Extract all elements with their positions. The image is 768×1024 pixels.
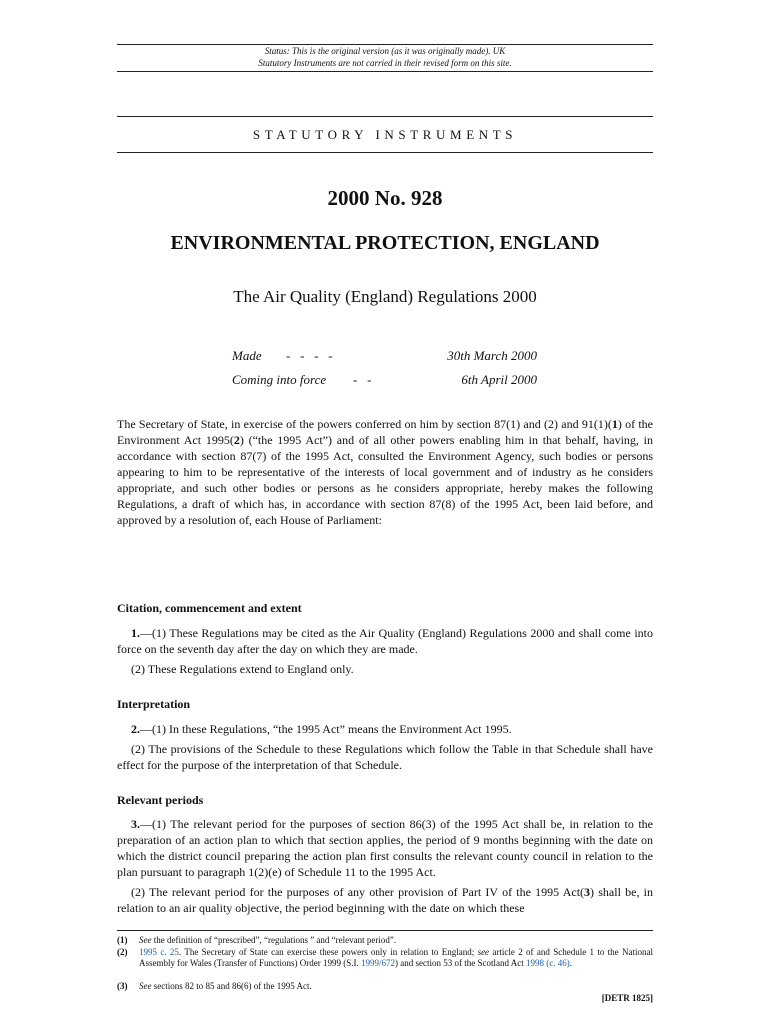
- regulation-3-para-2-text-a: (2) The relevant period for the purposes of any other provision of Part IV of the 1995 Act(: [131, 885, 585, 899]
- footnote-rule: [117, 930, 653, 931]
- regulation-3-para-2: [117, 884, 653, 916]
- footnote-2-text-3: ) and section 53 of the Scotland Act: [395, 958, 526, 968]
- regulation-2-para-2: (2) The provisions of the Schedule to these Regulations which follow the Table in that Schedule shall have effect for the purpose of the interpretation of that Schedule.: [117, 742, 653, 772]
- footnote-3-mark: (3): [117, 981, 128, 991]
- footnote-2-link-si[interactable]: 1999/672: [361, 958, 396, 968]
- footnote-ref-1[interactable]: 1: [611, 417, 618, 431]
- status-line-1: Status: This is the original version (as it was originally made). UK: [264, 46, 506, 56]
- regulation-3-para-1: [117, 816, 653, 880]
- footnote-3: [117, 981, 653, 992]
- force-date: 6th April 2000: [461, 372, 537, 387]
- regulation-1-para-1: [117, 625, 653, 657]
- section-heading-relevant-periods: Relevant periods: [117, 793, 204, 807]
- footnote-2: [117, 947, 653, 969]
- regulation-1-number: 1.: [131, 626, 140, 640]
- series-top-rule: [117, 116, 653, 117]
- section-heading-interpretation: Interpretation: [117, 697, 191, 711]
- regulation-3-para-2-text-b: ) shall be, in relation to an air quality objective, the period beginning with the date on which these: [117, 885, 653, 915]
- footnote-2-see: see: [477, 947, 490, 957]
- preamble-part-2: ) of the Environment Act 1995(: [117, 417, 653, 447]
- status-bottom-rule: [117, 71, 653, 72]
- preamble-part-3: ) (“the 1995 Act”) and of all other powers enabling him in that behalf, having, in accordance with section 87(7) of the 1995 Act, consulted the Environment Agency, such bodies or persons appearing to him to be representative of the interests of local government and of industry as he considers appropriate, and such other bodies or persons as he considers appropriate, hereby makes the following Regulations, a draft of which has, in accordance with section 87(8) of the 1995 Act, been laid before, and approved by a resolution of, each House of Parliament:: [117, 433, 653, 527]
- footnote-2-text-1: . The Secretary of State can exercise these powers only in relation to England;: [178, 947, 478, 957]
- regulation-3-text: —(1) The relevant period for the purposes of section 86(3) of the 1995 Act shall be, in relation to the preparation of an action plan to which that section applies, the period of 9 months beginning with the date on which the district council preparing the action plan first consults the relevant county council in relation to the plan pursuant to paragraph 1(2)(e) of Schedule 11 to the 1995 Act.: [117, 817, 653, 879]
- series-bottom-rule: [117, 152, 653, 153]
- made-date: 30th March 2000: [447, 348, 537, 363]
- footnote-3-text: sections 82 to 85 and 86(6) of the 1995 Act.: [151, 981, 312, 991]
- footnote-2-link-act[interactable]: 1995 c. 25: [139, 947, 179, 957]
- footnote-2-text-2: article 2 of and Schedule 1 to the National Assembly for Wales (Transfer of Functions) Order 1999 (S.I.: [139, 947, 653, 968]
- regulation-2-number: 2.: [131, 722, 140, 736]
- footnote-2-text-4: .: [569, 958, 572, 968]
- document-reference: [DETR 1825]: [601, 993, 653, 1003]
- footnote-ref-2[interactable]: 2: [233, 433, 240, 447]
- made-dashes: - - - -: [286, 348, 333, 363]
- status-note: [117, 45, 653, 69]
- regulation-3-number: 3.: [131, 817, 140, 831]
- regulation-2-text: —(1) In these Regulations, “the 1995 Act” means the Environment Act 1995.: [140, 722, 512, 736]
- regulation-1-para-2: (2) These Regulations extend to England only.: [131, 662, 354, 676]
- series-heading: STATUTORY INSTRUMENTS: [252, 127, 518, 142]
- regulation-1-text: —(1) These Regulations may be cited as the Air Quality (England) Regulations 2000 and shall come into force on the seventh day after the day on which they are made.: [117, 626, 653, 656]
- regulation-2-para-1: [117, 721, 653, 737]
- preamble: [117, 416, 653, 528]
- footnote-ref-3[interactable]: 3: [584, 885, 591, 899]
- section-heading-citation: Citation, commencement and extent: [117, 601, 302, 615]
- footnote-1-text: the definition of “prescribed”, “regulations ” and “relevant period”.: [151, 935, 397, 945]
- footnote-1: [117, 935, 653, 946]
- footnote-1-mark: (1): [117, 935, 128, 945]
- made-label: Made: [232, 348, 262, 363]
- subject-heading: ENVIRONMENTAL PROTECTION, ENGLAND: [170, 232, 600, 254]
- force-dashes: - -: [353, 372, 372, 387]
- status-line-2: Statutory Instruments are not carried in their revised form on this site.: [258, 58, 512, 68]
- footnote-2-link-scotland-act[interactable]: 1998 (c. 46): [526, 958, 570, 968]
- force-label: Coming into force: [232, 372, 327, 387]
- footnote-1-see: See: [139, 935, 152, 945]
- regulations-title: The Air Quality (England) Regulations 2000: [233, 287, 537, 306]
- footnote-2-mark: (2): [117, 947, 128, 957]
- footnote-3-see: See: [139, 981, 152, 991]
- instrument-number: 2000 No. 928: [327, 186, 443, 210]
- preamble-part-1: The Secretary of State, in exercise of the powers conferred on him by section 87(1) and (2) and 91(1)(: [117, 417, 612, 431]
